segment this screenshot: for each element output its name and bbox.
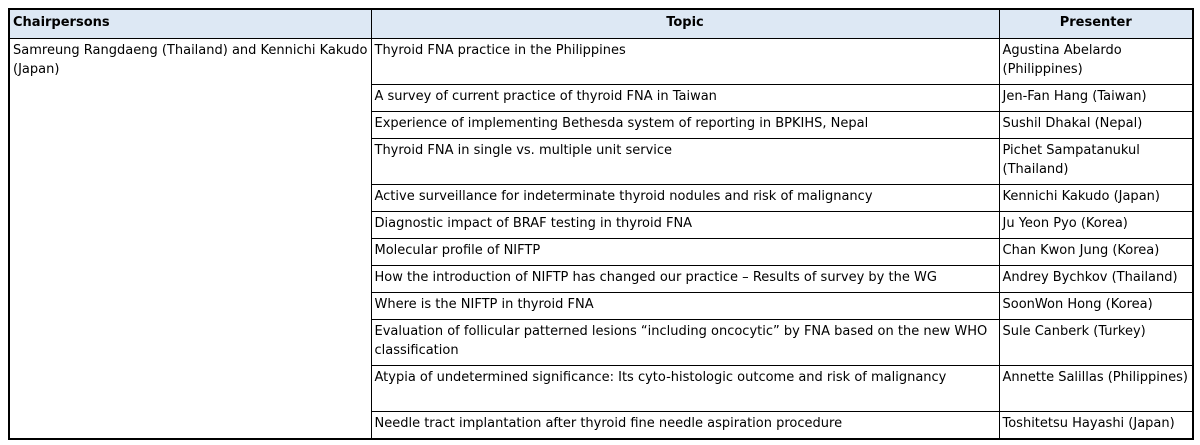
presenter-cell: Annette Salillas (Philippines) (999, 366, 1193, 412)
presenter-cell: Pichet Sampatanukul (Thailand) (999, 139, 1193, 185)
topic-cell: Molecular profile of NIFTP (371, 239, 999, 266)
topic-cell: Where is the NIFTP in thyroid FNA (371, 293, 999, 320)
presenter-cell: Chan Kwon Jung (Korea) (999, 239, 1193, 266)
presenter-cell: Kennichi Kakudo (Japan) (999, 185, 1193, 212)
topic-cell: Evaluation of follicular patterned lesions “including oncocytic” by FNA based on the new WHO classification (371, 320, 999, 366)
schedule-table-wrapper (8, 8, 1194, 440)
topic-cell: Needle tract implantation after thyroid fine needle aspiration procedure (371, 412, 999, 440)
table-row (9, 39, 1193, 85)
presenter-cell: SoonWon Hong (Korea) (999, 293, 1193, 320)
presenter-cell: Toshitetsu Hayashi (Japan) (999, 412, 1193, 440)
presenter-cell: Sushil Dhakal (Nepal) (999, 112, 1193, 139)
presenter-cell: Sule Canberk (Turkey) (999, 320, 1193, 366)
topic-cell: A survey of current practice of thyroid FNA in Taiwan (371, 85, 999, 112)
presenter-cell: Jen-Fan Hang (Taiwan) (999, 85, 1193, 112)
header-presenter: Presenter (999, 9, 1193, 39)
header-row (9, 9, 1193, 39)
presenter-cell: Andrey Bychkov (Thailand) (999, 266, 1193, 293)
topic-cell: Thyroid FNA practice in the Philippines (371, 39, 999, 85)
header-topic: Topic (371, 9, 999, 39)
topic-cell: Thyroid FNA in single vs. multiple unit service (371, 139, 999, 185)
presenter-cell: Agustina Abelardo (Philippines) (999, 39, 1193, 85)
topic-cell: Diagnostic impact of BRAF testing in thyroid FNA (371, 212, 999, 239)
session-table (8, 8, 1194, 440)
topic-cell: Atypia of undetermined significance: Its cyto-histologic outcome and risk of malignancy (371, 366, 999, 412)
topic-cell: Experience of implementing Bethesda system of reporting in BPKIHS, Nepal (371, 112, 999, 139)
chairpersons-cell: Samreung Rangdaeng (Thailand) and Kennichi Kakudo (Japan) (9, 39, 371, 440)
presenter-cell: Ju Yeon Pyo (Korea) (999, 212, 1193, 239)
header-chairpersons: Chairpersons (9, 9, 371, 39)
topic-cell: How the introduction of NIFTP has changed our practice – Results of survey by the WG (371, 266, 999, 293)
topic-cell: Active surveillance for indeterminate thyroid nodules and risk of malignancy (371, 185, 999, 212)
